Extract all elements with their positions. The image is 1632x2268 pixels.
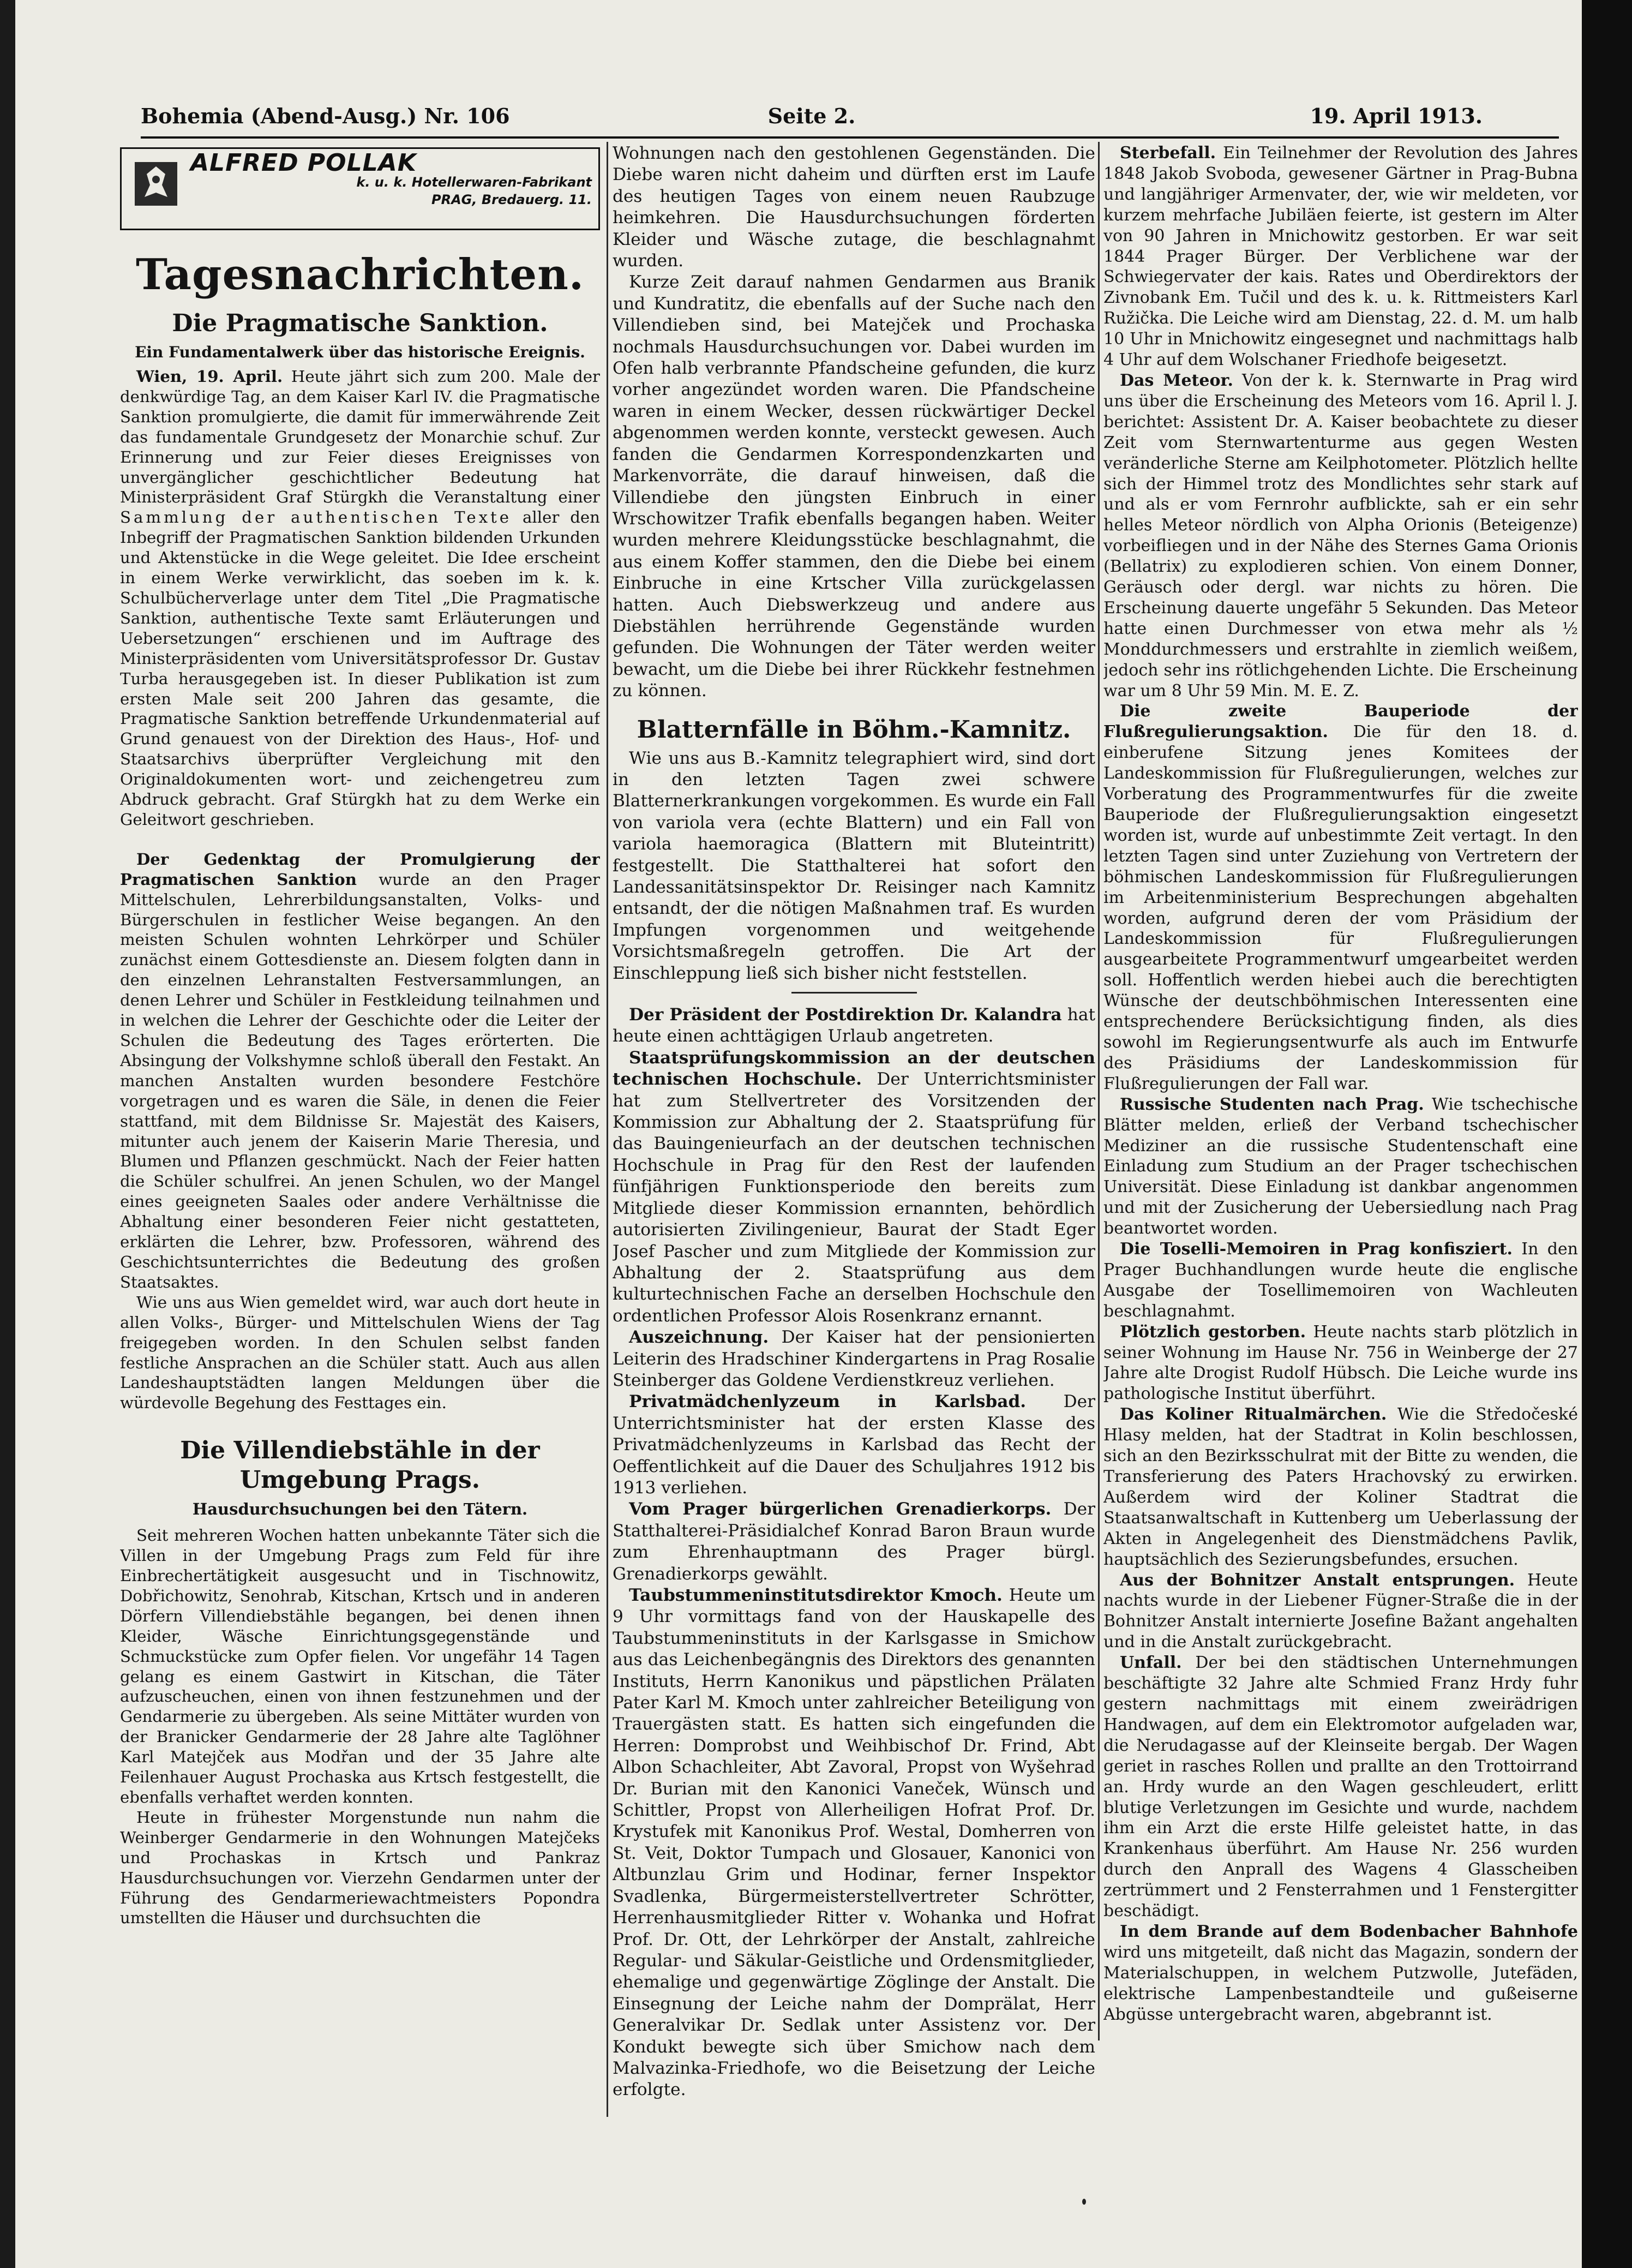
article-paragraph: Heute in frühester Morgenstunde nun nahm die Weinberger Gendarmerie in den Wohnungen Matejčeks und Prochaskas in Krtsch und Pankraz Hausdurchsuchungen vor. Vierzehn Gendarmen unter der Führung des Gendarmeriewachtmeisters Popondra umstellten die Häuser und durchsuchten die [120, 1808, 600, 1928]
column-2 [613, 143, 1095, 2118]
column-1 [120, 143, 600, 1943]
news-item: Die zweite Bauperiode der Flußregulierungsaktion. Die für den 18. d. einberufene Sitzung jenes Komitees der Landeskommission für Flußregulierungen, welches zur Vorberatung des Programmentwurfes für die zweite Bauperiode der Flußregulierungsaktion eingesetzt worden ist, wurde auf unbestimmte Zeit vertagt. In den letzten Tagen sind unter Zuziehung von Vertretern der böhmischen Landeskommission für Flußregulierungen im Arbeitenministerium Besprechungen abgehalten worden, aufgrund deren der vom Präsidium der Landeskommission für Flußregulierungen ausgearbeitete Programmentwurf umgearbeitet werden soll. Hoffentlich werden hiebei auch die berechtigten Wünsche der deutschböhmischen Interessenten eine entsprechendere Berücksichtigung finden, als dies sowohl im Regierungsentwurfe als auch im Entwurfe des Präsidiums der Landeskommission für Flußregulierungen der Fall war. [1103, 702, 1578, 1093]
article-dek: Ein Fundamentalwerk über das historische Ereignis. [135, 343, 585, 361]
advertisement [120, 147, 600, 230]
news-item: In dem Brande auf dem Bodenbacher Bahnhofe wird uns mitgeteilt, daß nicht das Magazin, sondern der Materialschuppen, in welchem Putzwolle, Jutefäden, elektrische Lampenbestandteile und gußeiserne Abgüsse untergebracht waren, abgebrannt ist. [1103, 1922, 1578, 2024]
news-item: Das Meteor. Von der k. k. Sternwarte in Prag wird uns über die Erscheinung des Meteors vom 16. April l. J. berichtet: Assistent Dr. A. Kaiser beobachtete zu dieser Zeit vom Sternwartenturme aus gegen Westen veränderliche Sterne am Keilphotometer. Plötzlich hellte sich der Himmel trotz des Mondlichtes sehr stark auf und als er vom Fernrohr aufblickte, sah er ein sehr helles Meteor nördlich von Alpha Orionis (Beteigenze) vorbeifliegen und in der Nähe des Sternes Gama Orionis (Bellatrix) zu explodieren schien. Von einem Donner, Geräusch oder dergl. war nichts zu hören. Die Erscheinung dauerte ungefähr 5 Sekunden. Das Meteor hatte einen Durchmesser von etwa mehr als ½ Monddurchmessers und erstrahlte in ziemlich weißem, jedoch sehr ins rötlichgehenden Lichte. Die Erscheinung war um 8 Uhr 59 Min. M. E. Z. [1103, 370, 1578, 701]
issue-date: 19. April 1913. [1310, 104, 1483, 128]
paragraph-lead: Der Gedenktag der Promulgierung der Pragmatischen Sanktion [120, 849, 600, 889]
article-paragraph: Wohnungen nach den gestohlenen Gegenständen. Die Diebe waren nicht daheim und dürften erst im Laufe des heutigen Tages von einem neuen Raubzuge heimkehren. Die Hausdurchsuchungen förderten Kleider und Wäsche zutage, die beschlagnahmt wurden. [613, 143, 1095, 271]
page-header [141, 104, 1483, 136]
print-speck [1082, 2199, 1086, 2205]
header-rule [141, 136, 1559, 139]
ad-line-1: k. u. k. Hotellerwaren-Fabrikant [356, 174, 592, 190]
news-item: Unfall. Der bei den städtischen Unternehmungen beschäftigte 32 Jahre alte Schmied Franz Hrdy fuhr gestern nachmittags mit einem zweirädrigen Handwagen, auf dem ein Elektromotor aufgeladen war, die Nerudagasse auf der Kleinseite bergab. Der Wagen geriet in rasches Rollen und prallte an den Trottoirrand an. Hrdy wurde an den Wagen geschleudert, erlitt blutige Verletzungen im Gesichte und wurde, nachdem ihm ein Arzt die erste Hilfe geleistet hatte, in das Krankenhaus überführt. Am Hause Nr. 256 wurden durch den Anprall des Wagens 4 Glasscheiben zertrümmert und 2 Fensterrahmen und 1 Fenstergitter beschädigt. [1103, 1653, 1578, 1921]
article-paragraph: Der Gedenktag der Promulgierung der Pragmatischen Sanktion wurde an den Prager Mittelschulen, Lehrerbildungsanstalten, Volks- und Bürgerschulen in festlicher Weise begangen. An den meisten Schulen wohnten Lehrkörper und Schüler zunächst einem Gottesdienste an. Diesem folgten dann in den einzelnen Lehranstalten Festversammlungen, an denen Lehrer und Schüler in Festkleidung teilnahmen und in welchen die Lehrer der Geschichte oder die Leiter der Schulen die Bedeutung des Tages erörterten. Die Absingung der Volkshymne schloß überall den Festakt. An manchen Anstalten wurden besondere Festchöre vorgetragen und es waren die Säle, in denen die Feier stattfand, mit dem Bildnisse Sr. Majestät des Kaisers, mitunter auch jenem der Kaiserin Marie Theresia, und Blumen und Pflanzen geschmückt. Nach der Feier hatten die Schüler schulfrei. An jenen Schulen, wo der Mangel eines geeigneten Saales oder andere Verhältnisse die Abhaltung einer besonderen Feier nicht gestatteten, erklärten die Lehrer, bzw. Professoren, während des Geschichtsunterrichtes die Bedeutung des großen Staatsaktes. [120, 849, 600, 1291]
news-item: Die Toselli-Memoiren in Prag konfisziert. In den Prager Buchhandlungen wurde heute die englische Ausgabe der Tosellimemoiren von Wachleuten beschlagnahmt. [1103, 1240, 1578, 1321]
article-paragraph: Kurze Zeit darauf nahmen Gendarmen aus Branik und Kundratitz, die ebenfalls auf der Suche nach den Villendieben sind, bei Matejček und Prochaska nochmals Hausdurchsuchungen vor. Dabei wurden im Ofen halb verbrannte Pfandscheine gefunden, die kurz vorher angezündet worden waren. Die Pfandscheine waren in einem Wecker, dessen rückwärtiger Deckel abgenommen werden konnte, versteckt gewesen. Auch fanden die Gendarmen Korrespondenzkarten und Markenvorräte, die darauf hinweisen, daß die Villendiebe den jüngsten Einbruch in einer Wrschowitzer Trafik ebenfalls begangen haben. Weiter wurden mehrere Kleidungsstücke beschlagnahmt, die aus einem Koffer stammen, den die Diebe bei einem Einbruche in eine Krtscher Villa zurückgelassen hatten. Auch Diebswerkzeug und andere aus Diebstählen herrührende Gegenstände wurden gefunden. Die Wohnungen der Täter werden weiter bewacht, um die Diebe bei ihrer Rückkehr festnehmen zu können. [613, 272, 1095, 701]
ad-company-name: ALFRED POLLAK [190, 149, 417, 177]
news-item: Das Koliner Ritualmärchen. Wie die Středočeské Hlasy melden, hat der Stadtrat in Kolin beschlossen, sich an den Bezirksschulrat mit der Bitte zu wenden, die Transferierung des Paters Hrachovský zu erwirken. Außerdem wird der Koliner Stadtrat die Staatsanwaltschaft in Kuttenberg um Ueberlassung der Akten in Angelegenheit des Dienstmädchens Pavlik, hauptsächlich des Sezierungsbefundes, ersuchen. [1103, 1405, 1578, 1569]
separator-rule [791, 992, 917, 994]
news-item: Aus der Bohnitzer Anstalt entsprungen. Heute nachts wurde in der Liebener Fügner-Straße die in der Bohnitzer Anstalt internierte Josefine Bažant angehalten und in die Anstalt zurückgebracht. [1103, 1570, 1578, 1652]
article-paragraph: Wie uns aus Wien gemeldet wird, war auch dort heute in allen Volks-, Bürger- und Mittelschulen Wiens der Tag freigegeben worden. In den Schulen selbst fanden festliche Ansprachen an die Schüler statt. Auch aus allen Landeshauptstädten langen Meldungen über die würdevolle Begehung des Festtages ein. [120, 1292, 600, 1413]
article-paragraph: Wien, 19. April. Heute jährt sich zum 200. Male der denkwürdige Tag, an dem Kaiser Karl IV. die Pragmatische Sanktion promulgierte, die damit für immerwährende Zeit das fundamentale Grundgesetz der Monarchie schuf. Zur Erinnerung und zur Feier dieses Ereignisses von unvergänglicher geschichtlicher Bedeutung hat Ministerpräsident Graf Stürgkh die Veranstaltung einer Sammlung der authentischen Texte aller den Inbegriff der Pragmatischen Sanktion bildenden Urkunden und Aktenstücke in die Wege geleitet. Die Idee erscheint in einem Werke verwirklicht, das soeben im k. k. Schulbücherverlage unter dem Titel „Die Pragmatische Sanktion, authentische Texte samt Erläuterungen und Uebersetzungen“ erschienen und im Auftrage des Ministerpräsidenten vom Universitätsprofessor Dr. Gustav Turba herausgegeben ist. In dieser Publikation ist zum ersten Male seit 200 Jahren das gesamte, die Pragmatische Sanktion betreffende Urkundenmaterial auf Grund genauest von der Direktion des Haus-, Hof- und Staatsarchivs überprüfter Vergleichung mit den Originaldokumenten wort- und zeichengetreu zum Abdruck gebracht. Graf Stürgkh hat zu dem Werke ein Geleitwort geschrieben. [120, 367, 600, 829]
article-title: Blatternfälle in Böhm.-Kamnitz. [637, 715, 1071, 744]
column-rule-2 [1098, 142, 1100, 2040]
newspaper-page [15, 0, 1582, 2268]
article-subtitle: Hausdurchsuchungen bei den Tätern. [192, 1500, 528, 1519]
news-item: Der Präsident der Postdirektion Dr. Kalandra hat heute einen achttägigen Urlaub angetreten. [613, 1005, 1095, 1046]
article-paragraph: Seit mehreren Wochen hatten unbekannte Täter sich die Villen in der Umgebung Prags zum Feld für ihre Einbrechertätigkeit ausgesucht und in Tischnowitz, Dobřichowitz, Senohrab, Kitschan, Krtsch und in anderen Dörfern Villendiebstähle begangen, bei denen ihnen Kleider, Wäsche Einrichtungsgegenstände und Schmuckstücke zum Opfer fielen. Vor ungefähr 14 Tagen gelang es einem Gastwirt in Kitschan, die Täter aufzuscheuchen, einen von ihnen festzunehmen und der Gendarmerie zu übergeben. Als seine Mittäter wurden von der Branicker Gendarmerie der 28 Jahre alte Taglöhner Karl Matejček aus Modřan und der 35 Jahre alte Feilenhauer August Prochaska aus Krtsch festgestellt, die ebenfalls verhaftet werden konnten. [120, 1526, 600, 1806]
scan-border [1582, 0, 1632, 2268]
article-paragraph: Wie uns aus B.-Kamnitz telegraphiert wird, sind dort in den letzten Tagen zwei schwere Blatternerkrankungen vorgekommen. Es wurde ein Fall von variola vera (echte Blattern) und ein Fall von variola haemoragica (Blattern mit Bluteintritt) festgestellt. Die Statthalterei hat sofort den Landessanitätsinspektor Dr. Reisinger nach Kamnitz entsandt, der die nötigen Maßnahmen traf. Es wurden Impfungen vorgenommen und weitgehende Vorsichtsmaßregeln getroffen. Die Art der Einschleppung ließ sich bisher nicht feststellen. [613, 748, 1095, 983]
page-number: Seite 2. [767, 104, 856, 128]
dateline: Wien, 19. April. [136, 367, 283, 386]
news-item: Sterbefall. Ein Teilnehmer der Revolution des Jahres 1848 Jakob Svoboda, gewesener Gärtner in Prag-Bubna und langjähriger Armenvater, der, wie wir meldeten, vor kurzem mehrfache Jubiläen feierte, ist gestern im Alter von 90 Jahren in Mnichowitz gestorben. Er war seit 1844 Prager Bürger. Der Verblichene war der Schwiegervater der kais. Rates und Oberdirektors der Zivnobank Em. Tučil und des k. u. k. Rittmeisters Karl Ružička. Die Leiche wird am Dienstag, 22. d. M. um halb 10 Uhr in Mnichowitz eingesegnet und nachmittags halb 4 Uhr auf dem Wolschaner Friedhofe beigesetzt. [1103, 143, 1578, 370]
news-item: Privatmädchenlyzeum in Karlsbad. Der Unterrichtsminister hat der ersten Klasse des Privatmädchenlyzeums in Karlsbad das Recht der Oeffentlichkeit auf die Dauer des Schuljahres 1912 bis 1913 verliehen. [613, 1392, 1095, 1498]
news-item: Russische Studenten nach Prag. Wie tschechische Blätter melden, erließ der Verband tschechischer Mediziner an die russische Studentenschaft eine Einladung zum Studium an der Prager tschechischen Universität. Diese Einladung ist dankbar angenommen und mit der Zusicherung der Uebersiedlung nach Prag beantwortet worden. [1103, 1094, 1578, 1238]
news-item: Auszeichnung. Der Kaiser hat der pensionierten Leiterin des Hradschiner Kindergartens in Prag Rosalie Steinberger das Goldene Verdienstkreuz verliehen. [613, 1327, 1095, 1390]
column-3 [1103, 143, 1578, 2031]
issue-label: Bohemia (Abend-Ausg.) Nr. 106 [141, 104, 510, 128]
article-title: Die Pragmatische Sanktion. [172, 309, 548, 337]
crest-icon [134, 161, 178, 207]
ad-line-2: PRAG, Bredauerg. 11. [431, 192, 592, 207]
news-item: Taubstummeninstitutsdirektor Kmoch. Heute um 9 Uhr vormittags fand von der Hauskapelle des Taubstummeninstituts in der Karlsgasse in Smichow aus das Leichenbegängnis des Direktors des genannten Instituts, Herrn Kanonikus und päpstlichen Prälaten Pater Karl M. Kmoch unter zahlreicher Beteiligung von Trauergästen statt. Es hatten sich eingefunden die Herren: Domprobst und Weihbischof Dr. Frind, Abt Albon Schachleiter, Abt Zavoral, Propst von Wyšehrad Dr. Burian mit den Kanonici Vaneček, Wünsch und Schittler, Propst von Allerheiligen Hofrat Prof. Dr. Krystufek mit Kanonikus Prof. Westal, Domherren von St. Veit, Doktor Tumpach und Glosauer, Kanonici von Altbunzlau Grim und Hodinar, ferner Inspektor Svadlenka, Bürgermeisterstellvertreter Schrötter, Herrenhausmitglieder Ritter v. Wohanka und Hofrat Prof. Dr. Ott, der Lehrkörper der Anstalt, zahlreiche Regular- und Säkular-Geistliche und Ordensmitglieder, ehemalige und gegenwärtige Zöglinge der Anstalt. Die Einsegnung der Leiche nahm der Domprälat, Herr Generalvikar Dr. Sedlak unter Assistenz vor. Der Kondukt bewegte sich über Smichow nach dem Malvazinka-Friedhofe, wo die Beisetzung der Leiche erfolgte. [613, 1585, 1095, 2100]
column-rule-1 [607, 142, 608, 2117]
news-item: Plötzlich gestorben. Heute nachts starb plötzlich in seiner Wohnung im Hause Nr. 756 in Weinberge der 27 Jahre alte Drogist Rudolf Hübsch. Die Leiche wurde ins pathologische Institut überführt. [1103, 1322, 1578, 1404]
news-item: Staatsprüfungskommission an der deutschen technischen Hochschule. Der Unterrichtsminister hat zum Stellvertreter des Vorsitzenden der Kommission zur Abhaltung der 2. Staatsprüfung für das Bauingenieurfach an der deutschen technischen Hochschule in Prag für den Rest der laufenden fünfjährigen Funktionsperiode den bereits zum Mitgliede dieser Kommission ernannten, behördlich autorisierten Zivilingenieur, Baurat der Stadt Eger Josef Pascher und zum Mitgliede der Kommission zur Abhaltung der 2. Staatsprüfung aus dem kulturtechnischen Fache an derselben Hochschule den ordentlichen Professor Alois Rosenkranz ernannt. [613, 1048, 1095, 1326]
article-title: Die Villendiebstähle in der Umgebung Prags. [180, 1437, 540, 1494]
section-headline: Tagesnachrichten. [135, 250, 585, 300]
news-item: Vom Prager bürgerlichen Grenadierkorps. Der Statthalterei-Präsidialchef Konrad Baron Braun wurde zum Ehrenhauptmann des Prager bürgl. Grenadierkorps gewählt. [613, 1499, 1095, 1584]
